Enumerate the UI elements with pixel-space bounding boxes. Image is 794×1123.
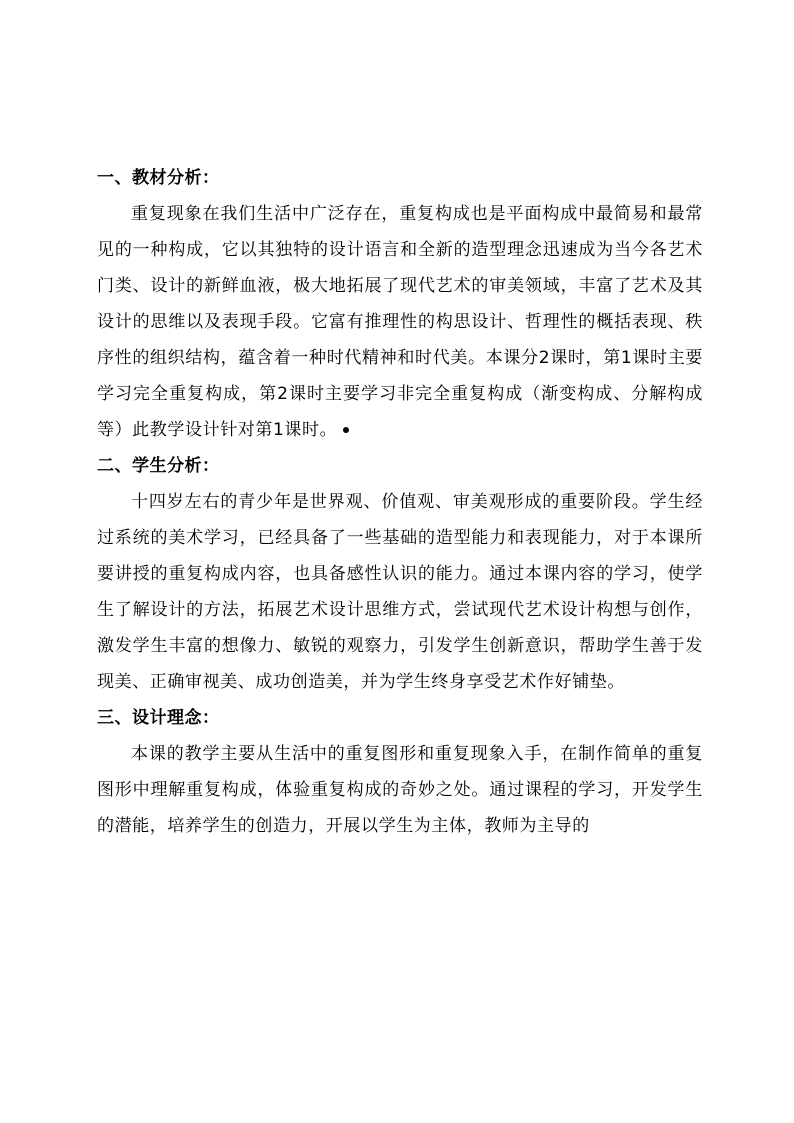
section-paragraph-design-concept: 本课的教学主要从生活中的重复图形和重复现象入手，在制作简单的重复图形中理解重复构成，体验重复构成的奇妙之处。通过课程的学习，开发学生的潜能，培养学生的创造力，开展以学生为主体，教师为主导的 [97, 744, 703, 836]
section-paragraph-student-analysis: 十四岁左右的青少年是世界观、价值观、审美观形成的重要阶段。学生经过系统的美术学习，已经具备了一些基础的造型能力和表现能力，对于本课所要讲授的重复构成内容，也具备感性认识的能力。通过本课内容的学习，使学生了解设计的方法，拓展艺术设计思维方式，尝试现代艺术设计构想与创作，激发学生丰富的想像力、敏锐的观察力，引发学生创新意识，帮助学生善于发现美、正确审视美、成功创造美，并为学生终身享受艺术作好铺垫。 [97, 492, 703, 692]
section-heading-student-analysis: 二、学生分析： [97, 456, 220, 476]
bullet-mark-icon [343, 427, 349, 433]
section-paragraph-textbook-analysis [97, 196, 703, 448]
section-heading-design-concept: 三、设计理念： [97, 708, 220, 728]
document-body [97, 160, 703, 844]
section-heading-textbook-analysis: 一、教材分析： [97, 168, 220, 188]
paragraph-text: 重复现象在我们生活中广泛存在，重复构成也是平面构成中最简易和最常见的一种构成，它以其独特的设计语言和全新的造型理念迅速成为当今各艺术门类、设计的新鲜血液，极大地拓展了现代艺术的审美领域，丰富了艺术及其设计的思维以及表现手段。它富有推理性的构思设计、哲理性的概括表现、秩序性的组织结构，蕴含着一种时代精神和时代美。本课分2课时，第1课时主要学习完全重复构成，第2课时主要学习非完全重复构成（渐变构成、分解构成等）此教学设计针对第1课时。 [97, 204, 703, 440]
